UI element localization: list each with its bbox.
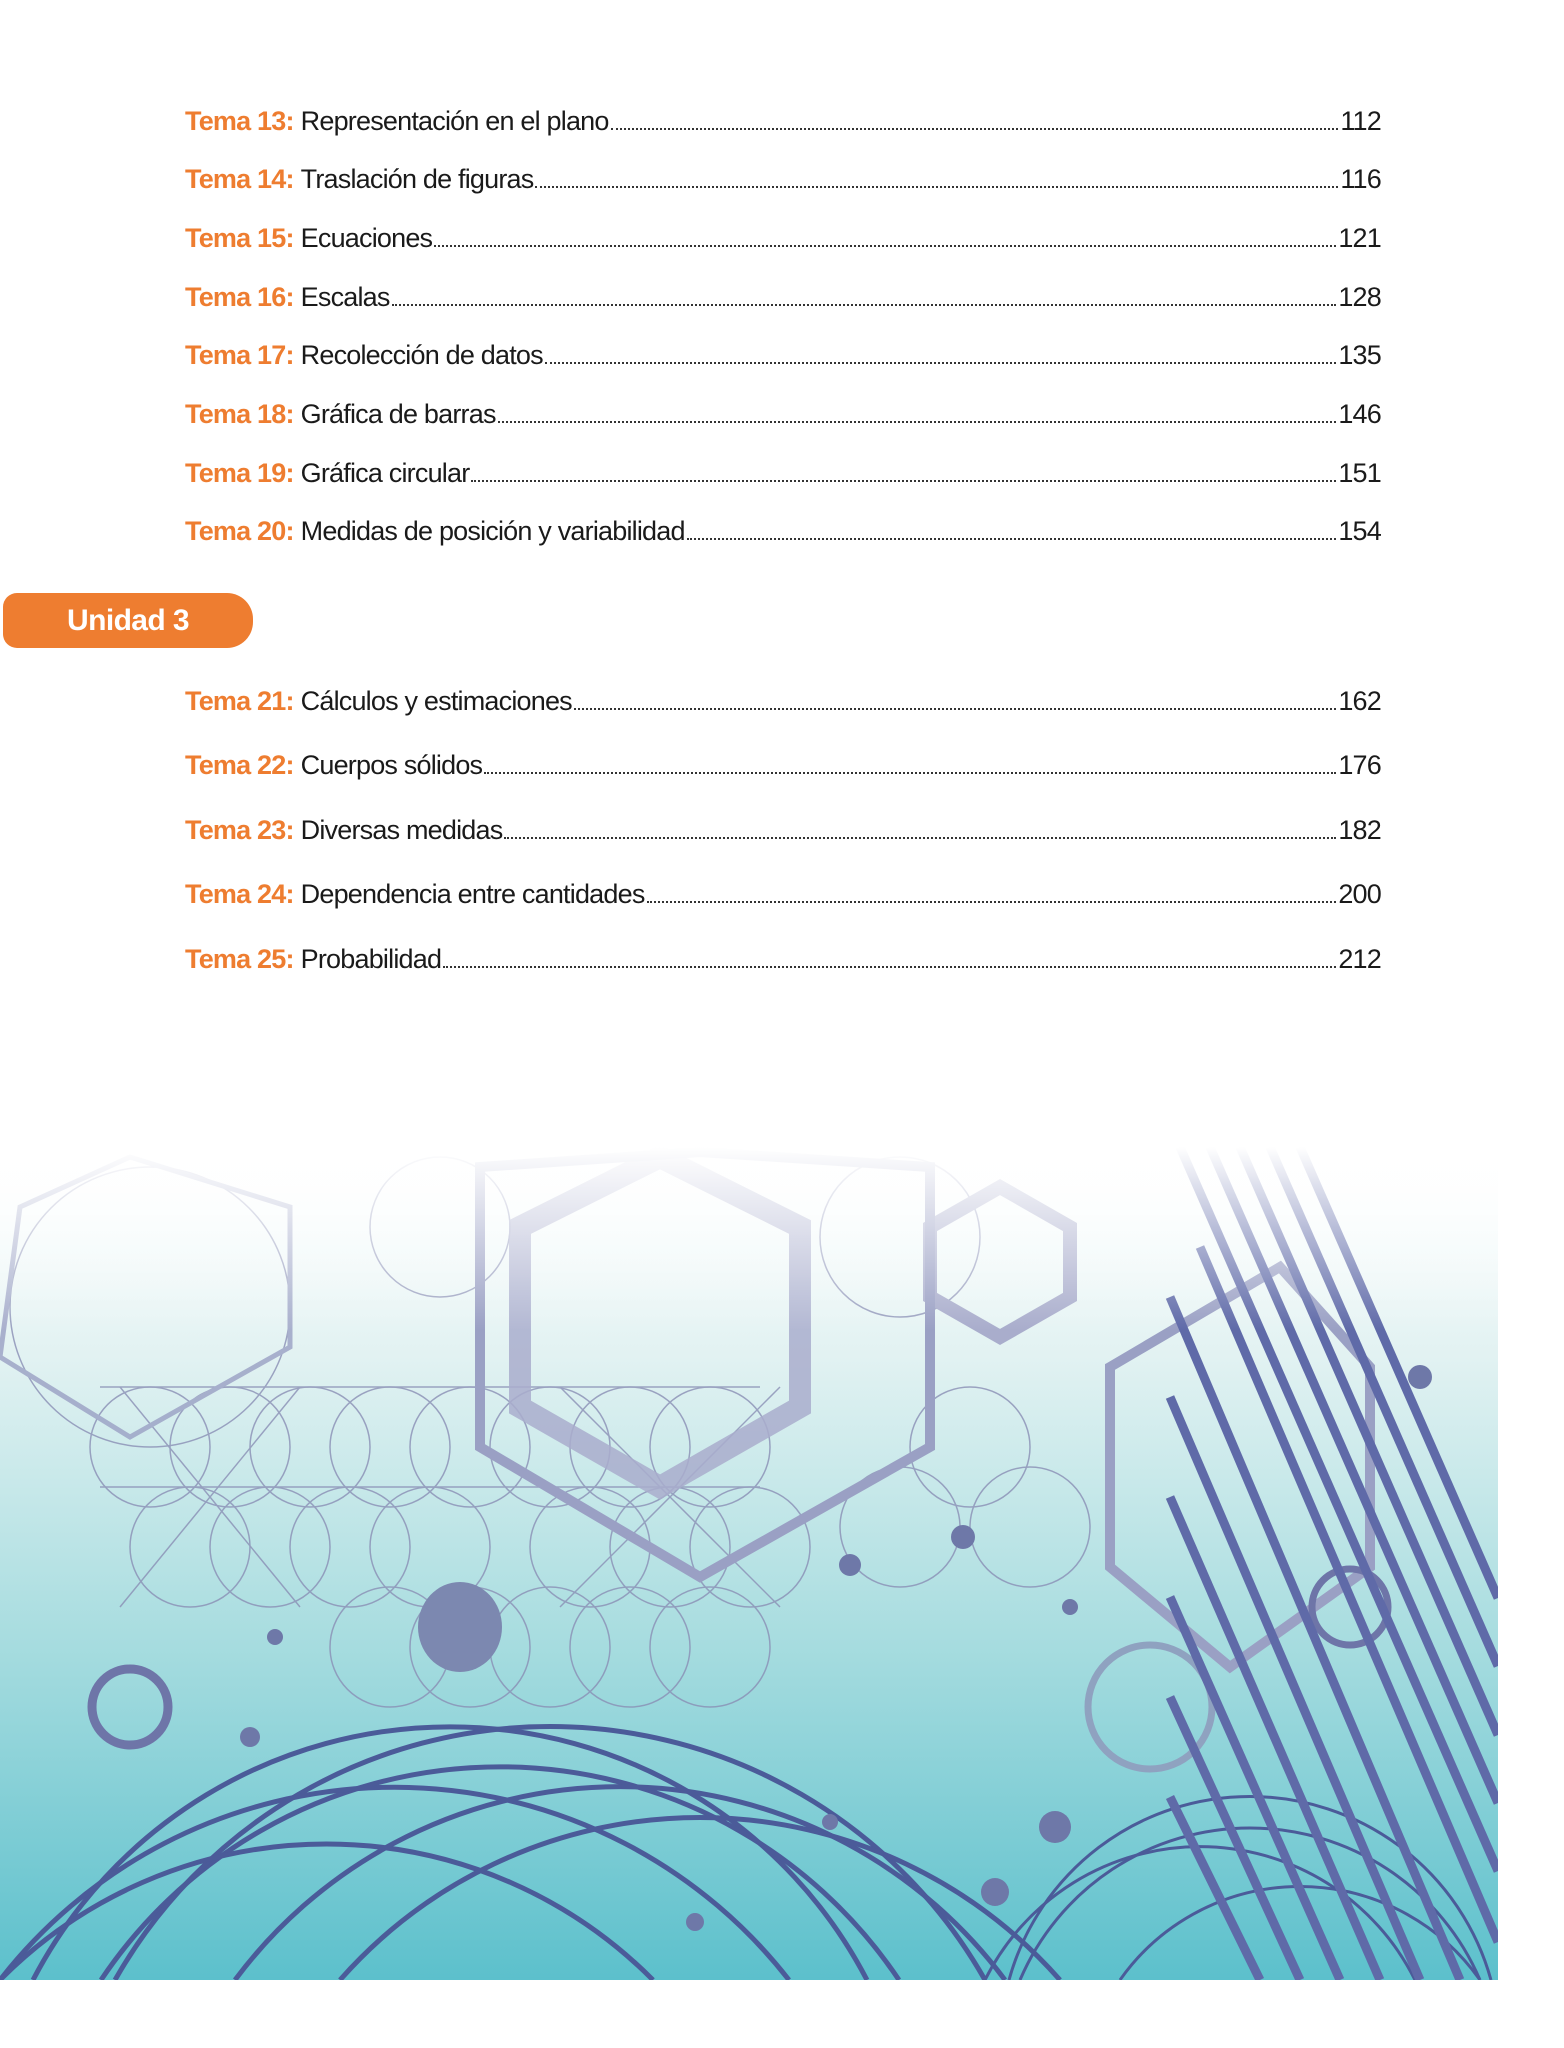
page-number: 128: [1338, 282, 1381, 312]
dot-leader: [535, 186, 1338, 188]
dot-leader: [471, 480, 1336, 482]
topic-number: Tema 24:: [185, 879, 294, 909]
toc-entry[interactable]: [185, 340, 1381, 376]
page-number: 154: [1338, 516, 1381, 546]
topic-title: Representación en el plano: [300, 106, 609, 136]
topic-title: Medidas de posición y variabilidad: [300, 516, 685, 546]
dot-leader: [443, 966, 1336, 968]
toc-entry[interactable]: [185, 879, 1381, 915]
topic-title: Gráfica de barras: [300, 399, 496, 429]
unit-3-heading: Unidad 3: [3, 593, 253, 648]
topic-number: Tema 14:: [185, 164, 294, 194]
toc-entry[interactable]: [185, 686, 1381, 722]
topic-title: Gráfica circular: [300, 458, 470, 488]
dot-leader: [545, 362, 1337, 364]
topic-title: Dependencia entre cantidades: [300, 879, 645, 909]
toc-entry[interactable]: [185, 516, 1381, 552]
topic-title: Probabilidad: [300, 944, 442, 974]
page-number: 162: [1338, 686, 1381, 716]
topic-number: Tema 15:: [185, 223, 294, 253]
topic-title: Traslación de figuras: [300, 164, 534, 194]
toc-entry[interactable]: [185, 944, 1381, 980]
topic-title: Recolección de datos: [300, 340, 543, 370]
page-number: 135: [1338, 340, 1381, 370]
toc-entry[interactable]: [185, 282, 1381, 318]
dot-leader: [611, 128, 1339, 130]
toc-entry[interactable]: [185, 399, 1381, 435]
dot-leader: [392, 304, 1337, 306]
page-number: 200: [1338, 879, 1381, 909]
page-number: 151: [1338, 458, 1381, 488]
page-number: 121: [1338, 223, 1381, 253]
topic-number: Tema 19:: [185, 458, 294, 488]
topic-number: Tema 16:: [185, 282, 294, 312]
topic-title: Diversas medidas: [300, 815, 503, 845]
toc-entry[interactable]: [185, 458, 1381, 494]
page-number: 212: [1338, 944, 1381, 974]
dot-leader: [504, 837, 1336, 839]
topic-title: Cálculos y estimaciones: [300, 686, 572, 716]
topic-number: Tema 22:: [185, 750, 294, 780]
topic-number: Tema 13:: [185, 106, 294, 136]
page-number: 182: [1338, 815, 1381, 845]
dot-leader: [647, 901, 1337, 903]
toc-entry[interactable]: [185, 223, 1381, 259]
dot-leader: [574, 708, 1336, 710]
topic-number: Tema 17:: [185, 340, 294, 370]
topic-number: Tema 23:: [185, 815, 294, 845]
topic-number: Tema 18:: [185, 399, 294, 429]
page-number: 112: [1340, 106, 1381, 136]
decorative-geometric-artwork: [0, 1147, 1498, 1980]
dot-leader: [434, 245, 1336, 247]
page-number: 146: [1338, 399, 1381, 429]
topic-number: Tema 20:: [185, 516, 294, 546]
page-number: 116: [1340, 164, 1381, 194]
dot-leader: [498, 421, 1337, 423]
topic-number: Tema 25:: [185, 944, 294, 974]
topic-title: Cuerpos sólidos: [300, 750, 483, 780]
dot-leader: [484, 772, 1336, 774]
topic-number: Tema 21:: [185, 686, 294, 716]
toc-entry[interactable]: [185, 815, 1381, 851]
page-number: 176: [1338, 750, 1381, 780]
dot-leader: [687, 538, 1337, 540]
toc-entry[interactable]: [185, 106, 1381, 142]
toc-entry[interactable]: [185, 164, 1381, 200]
topic-title: Escalas: [300, 282, 390, 312]
topic-title: Ecuaciones: [300, 223, 433, 253]
toc-entry[interactable]: [185, 750, 1381, 786]
